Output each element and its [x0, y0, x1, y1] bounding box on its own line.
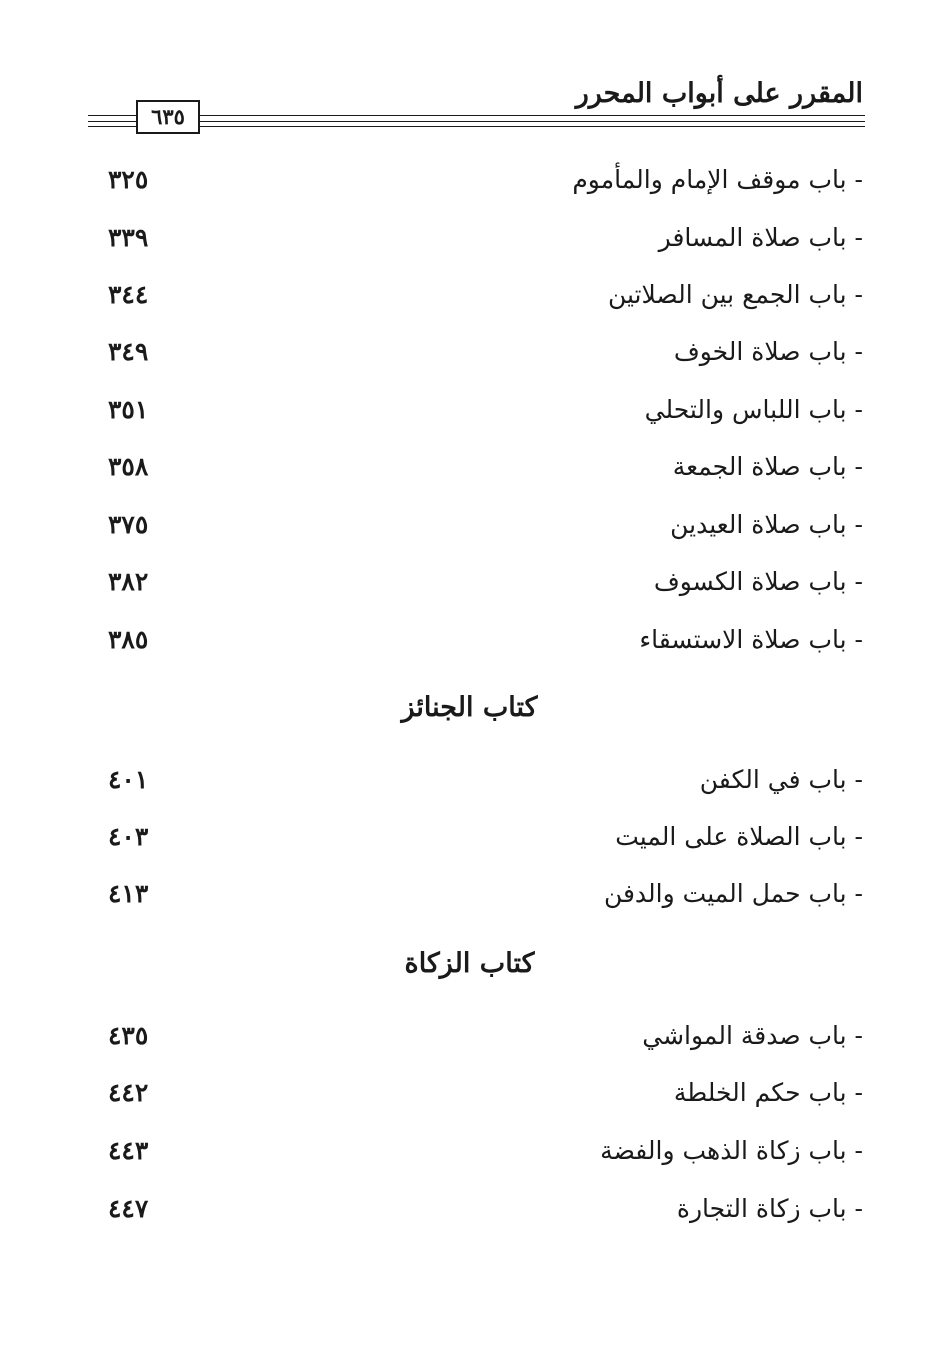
entry-page-number: ٣٧٥: [108, 510, 149, 539]
entry-page-number: ٤٣٥: [108, 1021, 149, 1050]
toc-entry: [100, 332, 863, 372]
entry-title: - باب الجمع بين الصلاتين: [607, 280, 863, 309]
toc-entry: [100, 160, 863, 200]
entry-page-number: ٤١٣: [108, 879, 149, 908]
toc-entry: [100, 620, 863, 660]
entry-page-number: ٤٠٣: [108, 822, 149, 851]
entry-title: - باب الصلاة على الميت: [615, 822, 863, 851]
entry-title: - باب حمل الميت والدفن: [603, 879, 863, 908]
toc-entry: [100, 874, 863, 914]
entry-title: - باب زكاة الذهب والفضة: [600, 1136, 863, 1165]
entry-page-number: ٣٤٩: [108, 337, 149, 366]
entry-title: - باب موقف الإمام والمأموم: [572, 165, 863, 194]
entry-page-number: ٣٥١: [108, 395, 149, 424]
running-title: المقرر على أبواب المحرر: [575, 78, 863, 109]
entry-page-number: ٤٤٣: [108, 1136, 149, 1165]
section-heading: كتاب الزكاة: [404, 948, 535, 979]
page-number: ٦٣٥: [136, 100, 200, 134]
entry-page-number: ٤٤٧: [108, 1194, 149, 1223]
header-rule: [88, 126, 865, 127]
header-rule: [88, 121, 865, 122]
entry-page-number: ٣٤٤: [108, 280, 149, 309]
entry-title: - باب في الكفن: [699, 765, 863, 794]
entry-page-number: ٤٤٢: [108, 1078, 149, 1107]
toc-entry: [100, 447, 863, 487]
toc-entry: [100, 218, 863, 258]
entry-page-number: ٣٢٥: [108, 165, 149, 194]
entry-title: - باب صدقة المواشي: [642, 1021, 863, 1050]
entry-title: - باب صلاة الجمعة: [672, 452, 863, 481]
toc-entry: [100, 562, 863, 602]
entry-page-number: ٤٠١: [108, 765, 149, 794]
toc-entry: [100, 1073, 863, 1113]
entry-title: - باب اللباس والتحلي: [644, 395, 863, 424]
toc-entry: [100, 760, 863, 800]
entry-title: - باب زكاة التجارة: [676, 1194, 863, 1223]
section-heading: كتاب الجنائز: [401, 692, 538, 723]
entry-title: - باب صلاة الاستسقاء: [639, 625, 863, 654]
entry-title: - باب صلاة العيدين: [670, 510, 863, 539]
entry-title: - باب حكم الخلطة: [673, 1078, 863, 1107]
toc-entry: [100, 390, 863, 430]
toc-entry: [100, 1131, 863, 1171]
entry-title: - باب صلاة الكسوف: [653, 567, 863, 596]
toc-entry: [100, 275, 863, 315]
toc-entry: [100, 1189, 863, 1229]
header-rule: [88, 115, 865, 116]
entry-page-number: ٣٣٩: [108, 223, 149, 252]
toc-entry: [100, 817, 863, 857]
entry-title: - باب صلاة الخوف: [673, 337, 863, 366]
entry-page-number: ٣٨٢: [108, 567, 149, 596]
toc-entry: [100, 1016, 863, 1056]
entry-page-number: ٣٥٨: [108, 452, 149, 481]
entry-page-number: ٣٨٥: [108, 625, 149, 654]
entry-title: - باب صلاة المسافر: [658, 223, 863, 252]
toc-entry: [100, 505, 863, 545]
